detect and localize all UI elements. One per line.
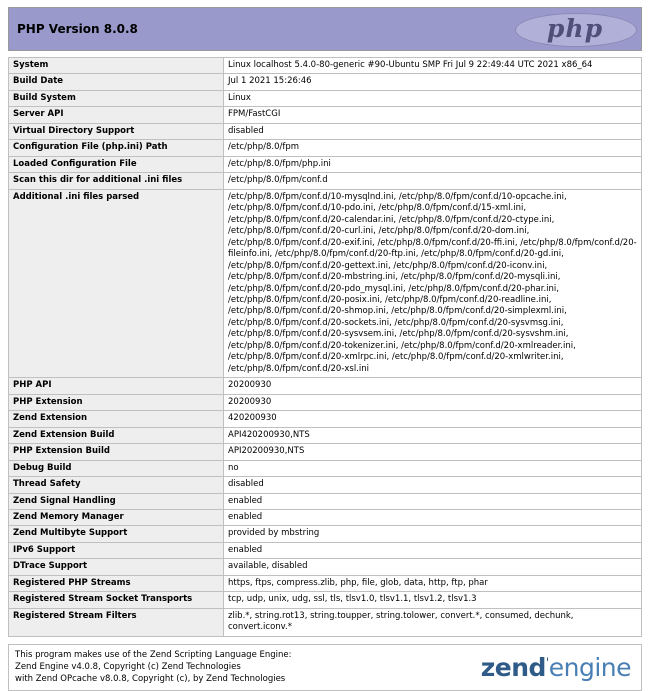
table-row — [9, 493, 642, 509]
row-value: no — [224, 460, 642, 476]
row-key: Build System — [9, 90, 224, 106]
table-row — [9, 173, 642, 189]
row-value: API420200930,NTS — [224, 427, 642, 443]
zend-logo — [431, 653, 641, 682]
row-key: Additional .ini files parsed — [9, 189, 224, 378]
table-row — [9, 189, 642, 378]
table-row — [9, 90, 642, 106]
row-key: Scan this dir for additional .ini files — [9, 173, 224, 189]
row-value: 420200930 — [224, 411, 642, 427]
table-row — [9, 74, 642, 90]
php-logo — [515, 10, 635, 48]
phpinfo-page — [8, 0, 642, 691]
row-key: Debug Build — [9, 460, 224, 476]
row-value: provided by mbstring — [224, 526, 642, 542]
page-footer — [8, 644, 642, 691]
row-key: Zend Signal Handling — [9, 493, 224, 509]
row-value: tcp, udp, unix, udg, ssl, tls, tlsv1.0, tlsv1.1, tlsv1.2, tlsv1.3 — [224, 592, 642, 608]
zend-logo-mark: ' — [545, 655, 549, 670]
row-key: Registered Stream Filters — [9, 608, 224, 636]
table-row — [9, 123, 642, 139]
row-key: System — [9, 58, 224, 74]
row-value: API20200930,NTS — [224, 444, 642, 460]
zend-credit-line-2: Zend Engine v4.0.8, Copyright (c) Zend Technologies — [15, 662, 241, 673]
table-row — [9, 140, 642, 156]
row-key: Thread Safety — [9, 477, 224, 493]
row-value: /etc/php/8.0/fpm/php.ini — [224, 156, 642, 172]
table-row — [9, 378, 642, 394]
row-key: PHP Extension — [9, 394, 224, 410]
row-key: Registered Stream Socket Transports — [9, 592, 224, 608]
page-header — [8, 7, 642, 51]
table-row — [9, 559, 642, 575]
row-value: zlib.*, string.rot13, string.toupper, string.tolower, convert.*, consumed, dechunk, convert.iconv.* — [224, 608, 642, 636]
table-row — [9, 477, 642, 493]
zend-logo-engine: engine — [548, 652, 631, 682]
table-row — [9, 58, 642, 74]
row-key: IPv6 Support — [9, 542, 224, 558]
zend-logo-text — [481, 653, 631, 682]
table-row — [9, 427, 642, 443]
row-value: available, disabled — [224, 559, 642, 575]
php-logo-text: php — [546, 14, 604, 43]
table-row — [9, 608, 642, 636]
row-value: Linux — [224, 90, 642, 106]
row-key: Virtual Directory Support — [9, 123, 224, 139]
table-row — [9, 592, 642, 608]
zend-logo-zend: zend — [480, 652, 546, 682]
table-row — [9, 394, 642, 410]
php-logo-container — [475, 8, 641, 50]
zend-credit-line-3: with Zend OPcache v8.0.8, Copyright (c), by Zend Technologies — [15, 674, 286, 685]
row-key: Zend Multibyte Support — [9, 526, 224, 542]
row-value: disabled — [224, 477, 642, 493]
row-key: Loaded Configuration File — [9, 156, 224, 172]
row-value: disabled — [224, 123, 642, 139]
table-row — [9, 526, 642, 542]
row-value: Jul 1 2021 15:26:46 — [224, 74, 642, 90]
row-key: Build Date — [9, 74, 224, 90]
row-key: PHP API — [9, 378, 224, 394]
row-key: Configuration File (php.ini) Path — [9, 140, 224, 156]
zend-credits — [9, 645, 431, 690]
row-key: Zend Extension — [9, 411, 224, 427]
table-row — [9, 575, 642, 591]
table-row — [9, 460, 642, 476]
row-key: Zend Memory Manager — [9, 510, 224, 526]
row-value: 20200930 — [224, 394, 642, 410]
row-value: /etc/php/8.0/fpm/conf.d/10-mysqlnd.ini, /etc/php/8.0/fpm/conf.d/10-opcache.ini, /etc/php/8.0/fpm/conf.d/10-pdo.ini, /etc/php/8.0/fpm/conf.d/15-xml.ini, /etc/php/8.0/fpm/conf.d/20-calendar.ini, /etc/php/8.0/fpm/conf.d/20-ctype.ini, /etc/php/8.0/fpm/conf.d/20-curl.ini, /etc/php/8.0/fpm/conf.d/20-dom.ini, /etc/php/8.0/fpm/conf.d/20-exif.ini, /etc/php/8.0/fpm/conf.d/20-ffi.ini, /etc/php/8.0/fpm/conf.d/20-fileinfo.ini, /etc/php/8.0/fpm/conf.d/20-ftp.ini, /etc/php/8.0/fpm/conf.d/20-gd.ini, /etc/php/8.0/fpm/conf.d/20-gettext.ini, /etc/php/8.0/fpm/conf.d/20-iconv.ini, /etc/php/8.0/fpm/conf.d/20-mbstring.ini, /etc/php/8.0/fpm/conf.d/20-mysqli.ini, /etc/php/8.0/fpm/conf.d/20-pdo_mysql.ini, /etc/php/8.0/fpm/conf.d/20-phar.ini, /etc/php/8.0/fpm/conf.d/20-posix.ini, /etc/php/8.0/fpm/conf.d/20-readline.ini, /etc/php/8.0/fpm/conf.d/20-shmop.ini, /etc/php/8.0/fpm/conf.d/20-simplexml.ini, /etc/php/8.0/fpm/conf.d/20-sockets.ini, /etc/php/8.0/fpm/conf.d/20-sysvmsg.ini, /etc/php/8.0/fpm/conf.d/20-sysvsem.ini, /etc/php/8.0/fpm/conf.d/20-sysvshm.ini, /etc/php/8.0/fpm/conf.d/20-tokenizer.ini, /etc/php/8.0/fpm/conf.d/20-xmlreader.ini, /etc/php/8.0/fpm/conf.d/20-xmlrpc.ini, /etc/php/8.0/fpm/conf.d/20-xmlwriter.ini, /etc/php/8.0/fpm/conf.d/20-xsl.ini — [224, 189, 642, 378]
table-row — [9, 542, 642, 558]
row-value: enabled — [224, 542, 642, 558]
row-key: Zend Extension Build — [9, 427, 224, 443]
table-row — [9, 411, 642, 427]
table-row — [9, 107, 642, 123]
row-value: FPM/FastCGI — [224, 107, 642, 123]
table-row — [9, 156, 642, 172]
row-value: /etc/php/8.0/fpm/conf.d — [224, 173, 642, 189]
table-row — [9, 510, 642, 526]
row-key: PHP Extension Build — [9, 444, 224, 460]
php-info-table — [8, 57, 642, 637]
row-key: Server API — [9, 107, 224, 123]
php-info-table-body — [9, 58, 642, 637]
page-title: PHP Version 8.0.8 — [17, 22, 138, 36]
zend-credit-line-1: This program makes use of the Zend Scripting Language Engine: — [15, 649, 292, 660]
row-value: /etc/php/8.0/fpm — [224, 140, 642, 156]
row-key: DTrace Support — [9, 559, 224, 575]
row-key: Registered PHP Streams — [9, 575, 224, 591]
row-value: 20200930 — [224, 378, 642, 394]
row-value: https, ftps, compress.zlib, php, file, glob, data, http, ftp, phar — [224, 575, 642, 591]
table-row — [9, 444, 642, 460]
row-value: Linux localhost 5.4.0-80-generic #90-Ubuntu SMP Fri Jul 9 22:49:44 UTC 2021 x86_64 — [224, 58, 642, 74]
row-value: enabled — [224, 493, 642, 509]
row-value: enabled — [224, 510, 642, 526]
